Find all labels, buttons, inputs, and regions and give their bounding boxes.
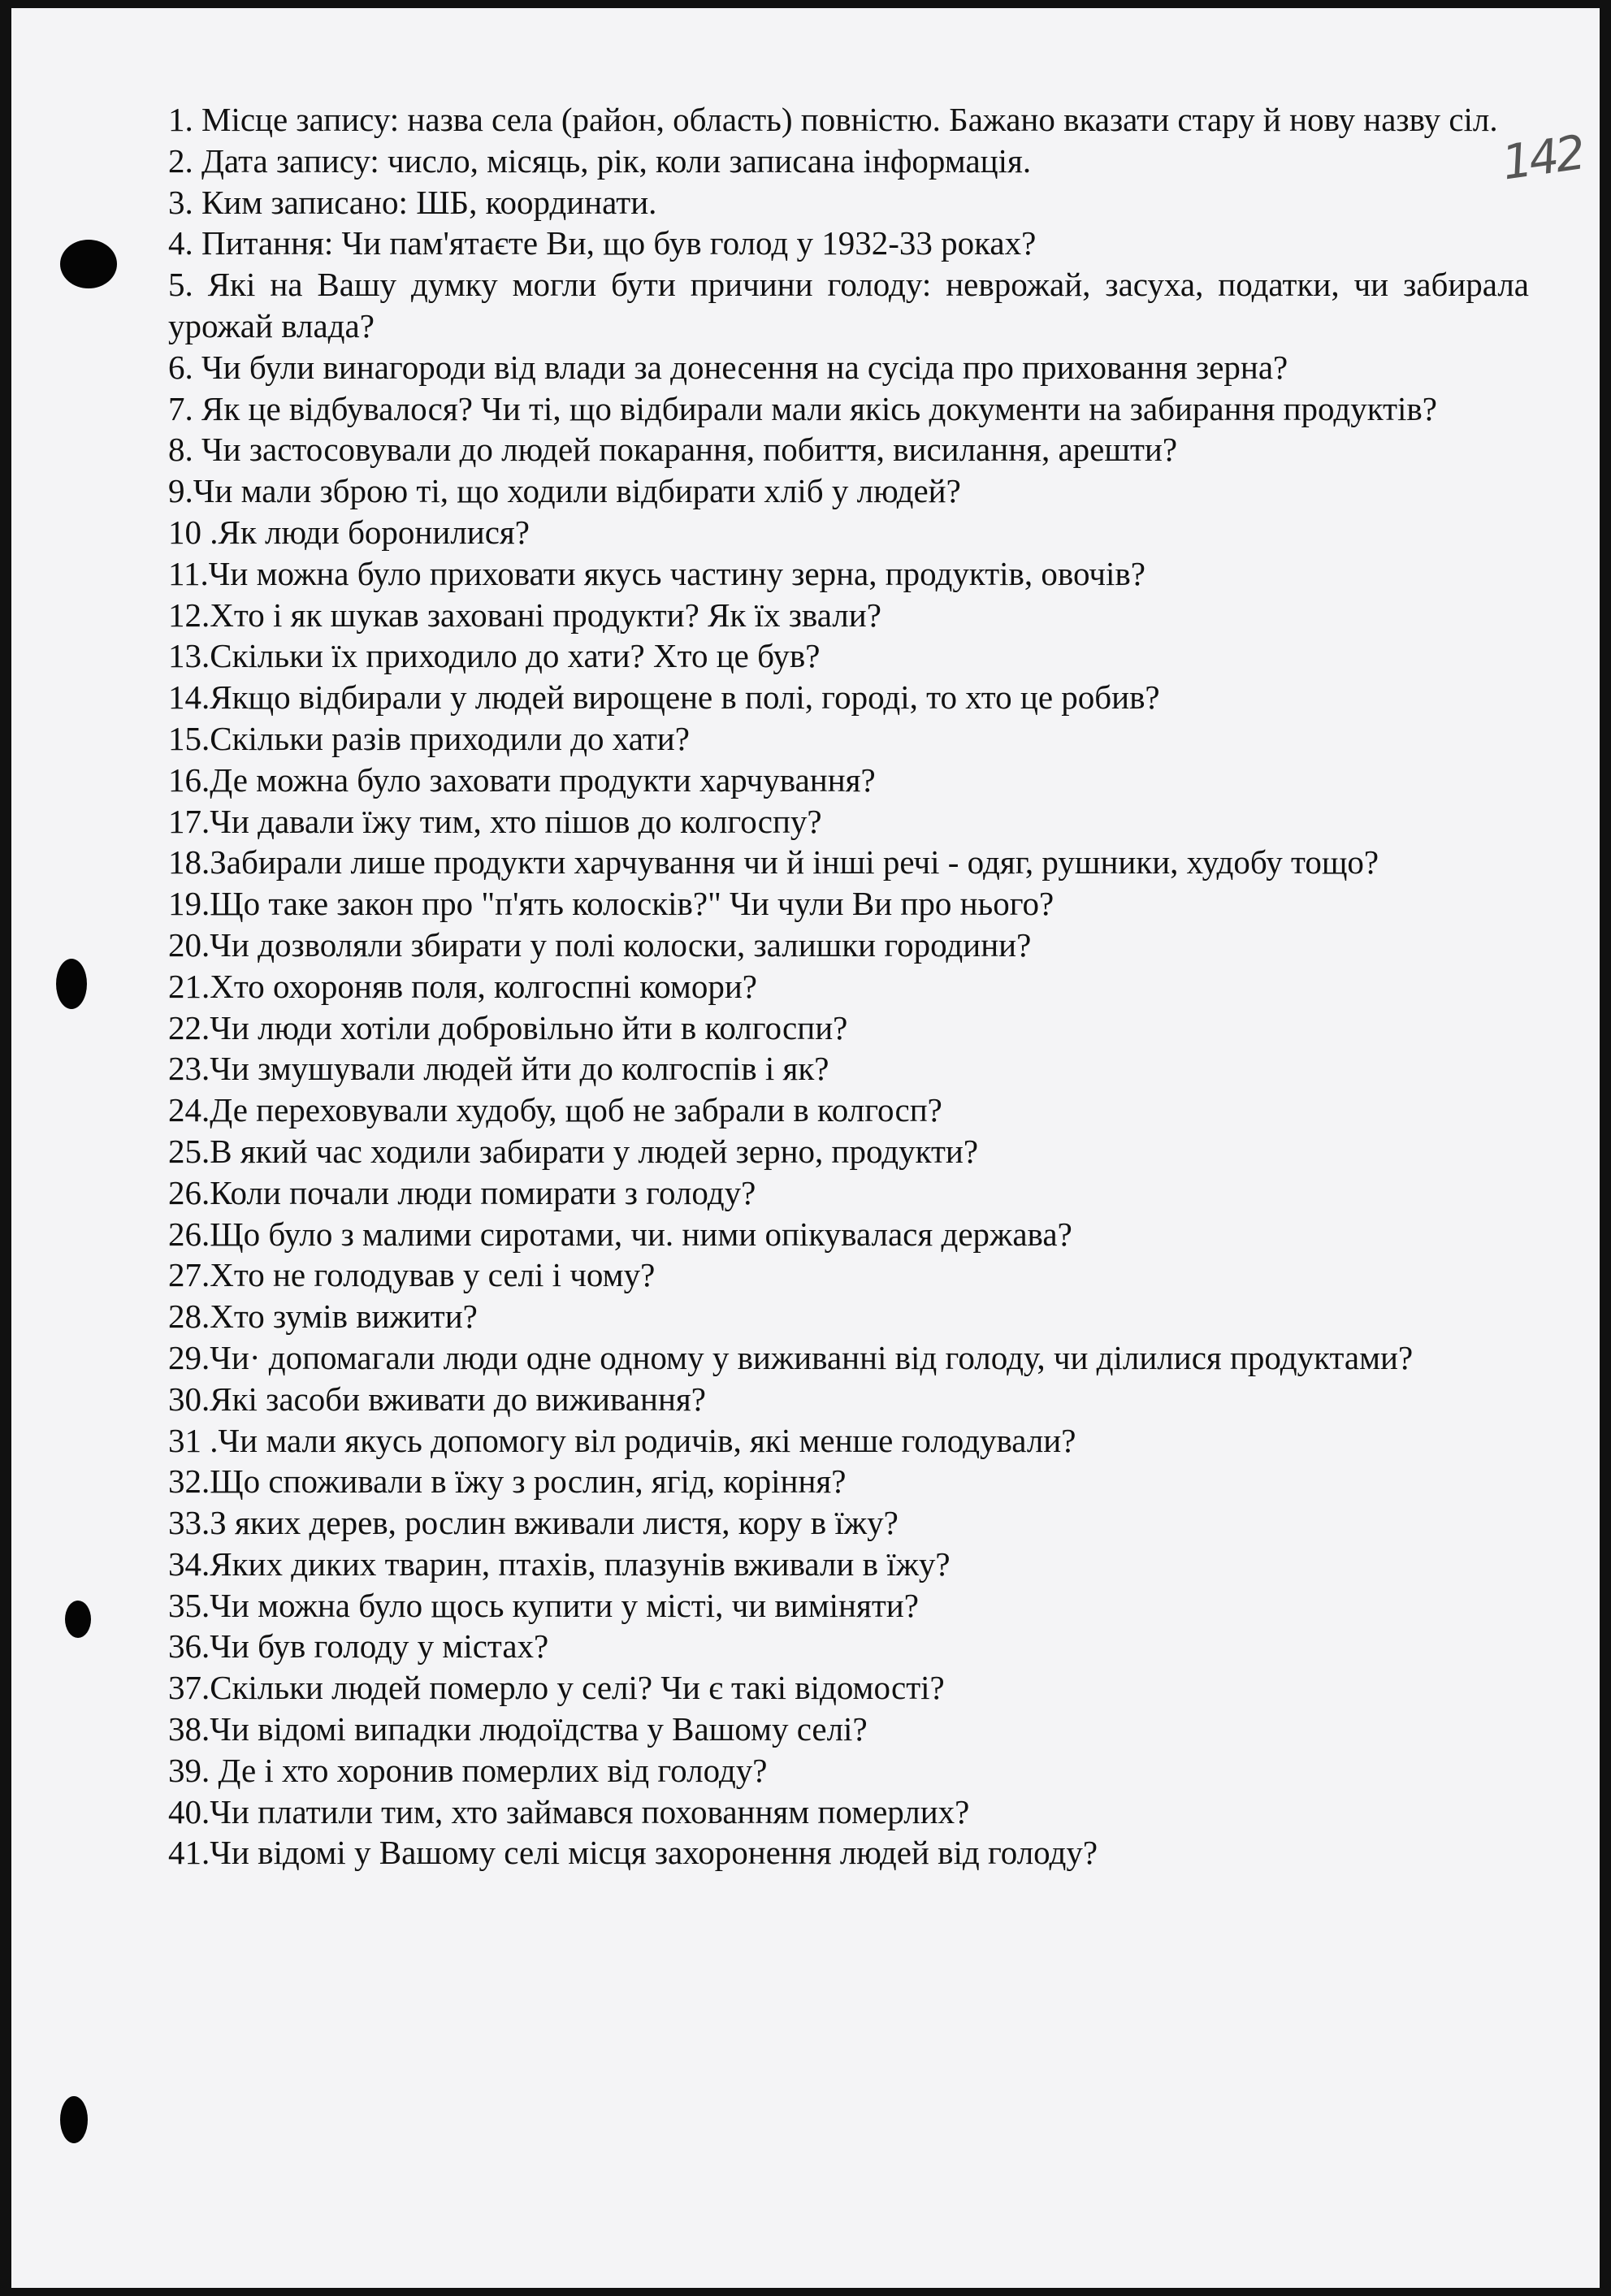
question-item: 8. Чи застосовували до людей покарання, побиття, висилання, арешти? [168,431,1178,469]
question-item: 27.Хто не голодував у селі і чому? [168,1256,656,1294]
question-item: 5. Які на Вашу думку могли бути причини голоду: неврожай, засуха, податки, чи забирала урожай влада? [168,266,1529,344]
punch-hole [60,240,117,288]
question-item: 37.Скільки людей померло у селі? Чи є такі відомості? [168,1669,945,1707]
question-item: 36.Чи був голоду у містах? [168,1627,549,1666]
question-item: 31 .Чи мали якусь допомогу віл родичів, які менше голодували? [168,1421,1076,1459]
question-item: 33.З яких дерев, рослин вживали листя, кору в їжу? [168,1504,899,1542]
questionnaire-list [168,99,1529,1874]
question-item: 1. Місце запису: назва села (район, область) повністю. Бажано вказати стару й нову назву сіл. [168,101,1498,138]
question-item: 22.Чи люди хотіли добровільно йти в колгоспи? [168,1008,848,1046]
question-item: 6. Чи були винагороди від влади за донесення на сусіда про приховання зерна? [168,348,1288,386]
question-item: 4. Питання: Чи пам'ятаєте Ви, що був голод у 1932-33 роках? [168,224,1037,262]
handwritten-page-number: 142 [1498,124,1586,191]
question-item: 40.Чи платили тим, хто займався похованням померлих? [168,1792,970,1830]
question-item: 10 .Як люди боронилися? [168,513,530,551]
question-item: 13.Скільки їх приходило до хати? Хто це був? [168,637,821,675]
document-page [11,8,1600,2288]
question-item: 9.Чи мали зброю ті, що ходили відбирати хліб у людей? [168,472,961,510]
question-item: 30.Які засоби вживати до виживання? [168,1380,706,1418]
question-item: 12.Хто і як шукав заховані продукти? Як їх звали? [168,596,881,634]
question-item: 32.Що споживали в їжу з рослин, ягід, коріння? [168,1462,847,1501]
question-item: 20.Чи дозволяли збирати у полі колоски, залишки городини? [168,925,1032,964]
question-item: 2. Дата запису: число, місяць, рік, коли записана інформація. [168,141,1032,180]
question-item: 16.Де можна було заховати продукти харчування? [168,760,876,799]
question-item: 23.Чи змушували людей йти до колгоспів і як? [168,1050,829,1088]
question-item: 38.Чи відомі випадки людоїдства у Вашому селі? [168,1710,868,1748]
punch-hole [56,959,87,1009]
punch-hole [65,1601,91,1638]
question-item: 26.Що було з малими сиротами, чи. ними опікувалася держава? [168,1215,1072,1253]
question-item: 14.Якщо відбирали у людей вирощене в полі, городі, то хто це робив? [168,678,1160,717]
punch-hole [60,2096,88,2143]
question-item: 26.Коли почали люди помирати з голоду? [168,1173,756,1211]
question-item: 15.Скільки разів приходили до хати? [168,719,690,757]
question-item: 11.Чи можна було приховати якусь частину зерна, продуктів, овочів? [168,554,1145,592]
question-item: 29.Чи· допомагали люди одне одному у виживанні від голоду, чи ділилися продуктами? [168,1338,1414,1376]
question-item: 17.Чи давали їжу тим, хто пішов до колгоспу? [168,802,822,840]
question-item: 21.Хто охороняв поля, колгоспні комори? [168,967,757,1005]
question-item: 7. Як це відбувалося? Чи ті, що відбирали мали якісь документи на забирання продуктів? [168,389,1437,427]
question-item: 39. Де і хто хоронив померлих від голоду? [168,1751,768,1789]
question-item: 19.Що таке закон про "п'ять колосків?" Чи чули Ви про нього? [168,885,1055,923]
question-item: 28.Хто зумів вижити? [168,1297,478,1336]
question-item: 25.В який час ходили забирати у людей зерно, продукти? [168,1132,979,1170]
question-item: 34.Яких диких тварин, птахів, плазунів вживали в їжу? [168,1544,951,1583]
question-item: 24.Де переховували худобу, щоб не забрали в колгосп? [168,1091,942,1129]
question-item: 41.Чи відомі у Вашому селі місця захоронення людей від голоду? [168,1834,1098,1872]
question-item: 3. Ким записано: ШБ, координати. [168,183,657,221]
question-item: 35.Чи можна було щось купити у місті, чи виміняти? [168,1586,919,1624]
question-item: 18.Забирали лише продукти харчування чи й інші речі - одяг, рушники, худобу тощо? [168,843,1379,882]
